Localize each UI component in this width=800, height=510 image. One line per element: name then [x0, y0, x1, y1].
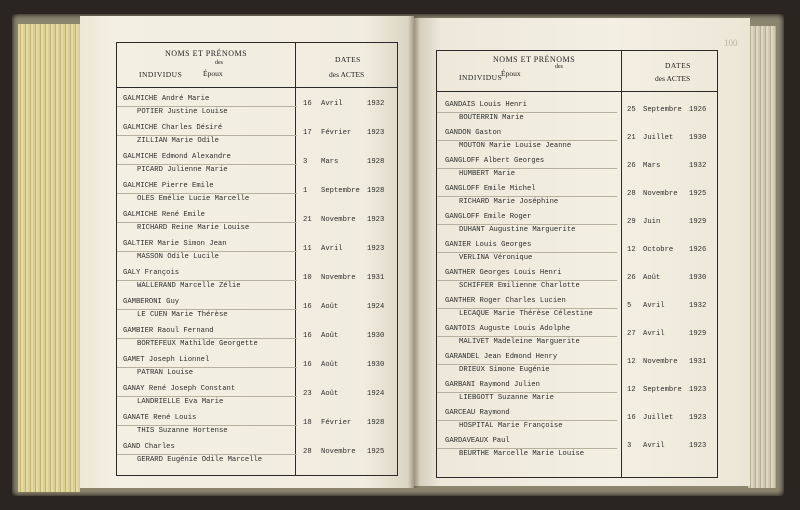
header-epoux: Époux: [203, 69, 223, 78]
act-year: 1929: [689, 330, 707, 338]
page-edges-left: [18, 24, 80, 492]
register-table-right: [436, 50, 718, 478]
act-year: 1931: [689, 358, 707, 366]
act-month: Novembre: [321, 448, 356, 456]
act-month: Août: [321, 390, 339, 398]
act-month: Avril: [643, 330, 665, 338]
header-des: des: [215, 60, 223, 66]
husband-name: GALMICHE Pierre Emile: [123, 182, 214, 190]
act-year: 1930: [689, 134, 707, 142]
husband-name: GALMICHE René Emile: [123, 211, 205, 219]
row-rule: [117, 454, 297, 455]
act-month: Novembre: [321, 216, 356, 224]
wife-name: POTIER Justine Louise: [137, 108, 228, 116]
act-day: 3: [303, 158, 308, 166]
act-month: Avril: [643, 302, 665, 310]
row-rule: [117, 280, 297, 281]
book-gutter: [408, 16, 420, 488]
row-rule: [117, 367, 297, 368]
act-year: 1930: [689, 274, 707, 282]
column-divider: [295, 43, 296, 475]
husband-name: GANGLOFF Emile Roger: [445, 213, 532, 221]
page-number: 100: [724, 38, 738, 48]
act-day: 16: [627, 414, 636, 422]
row-rule: [117, 425, 297, 426]
wife-name: PICARD Julienne Marie: [137, 166, 228, 174]
header-title: NOMS ET PRÉNOMS: [165, 49, 248, 58]
wife-name: WALLERAND Marcelle Zélie: [137, 282, 241, 290]
row-rule: [437, 448, 617, 449]
wife-name: MALIVET Madeleine Marguerite: [459, 338, 580, 346]
husband-name: GANGLOFF Albert Georges: [445, 157, 545, 165]
act-month: Septembre: [643, 386, 682, 394]
husband-name: GANDON Gaston: [445, 129, 502, 137]
row-rule: [437, 280, 617, 281]
wife-name: VERLINA Véronique: [459, 254, 533, 262]
row-rule: [437, 336, 617, 337]
header-rule: [117, 87, 397, 88]
act-year: 1932: [689, 302, 707, 310]
row-rule: [117, 396, 297, 397]
husband-name: GARDAVEAUX Paul: [445, 437, 510, 445]
act-year: 1926: [689, 106, 707, 114]
act-year: 1924: [367, 390, 385, 398]
act-day: 10: [303, 274, 312, 282]
header-des-actes: des ACTES: [329, 70, 365, 79]
act-month: Mars: [321, 158, 339, 166]
act-month: Septembre: [643, 106, 682, 114]
act-year: 1932: [689, 162, 707, 170]
act-day: 16: [303, 100, 312, 108]
act-month: Février: [321, 419, 352, 427]
wife-name: OLES Emélie Lucie Marcelle: [137, 195, 250, 203]
act-day: 28: [303, 448, 312, 456]
act-year: 1923: [689, 414, 707, 422]
row-rule: [437, 196, 617, 197]
row-rule: [437, 308, 617, 309]
husband-name: GARANDEL Jean Edmond Henry: [445, 353, 558, 361]
act-month: Juin: [643, 218, 661, 226]
husband-name: GAND Charles: [123, 443, 175, 451]
act-day: 21: [303, 216, 312, 224]
act-year: 1923: [689, 442, 707, 450]
act-month: Juillet: [643, 414, 674, 422]
act-month: Février: [321, 129, 352, 137]
husband-name: GARCEAU Raymond: [445, 409, 510, 417]
act-month: Août: [321, 332, 339, 340]
act-year: 1928: [367, 419, 385, 427]
act-month: Octobre: [643, 246, 674, 254]
act-day: 12: [627, 386, 636, 394]
act-month: Novembre: [643, 190, 678, 198]
wife-name: LECAQUE Marie Thérèse Célestine: [459, 310, 593, 318]
act-year: 1930: [367, 361, 385, 369]
act-month: Août: [321, 361, 339, 369]
row-rule: [117, 135, 297, 136]
husband-name: GANGLOFF Emile Michel: [445, 185, 536, 193]
wife-name: BOUTERRIN Marie: [459, 114, 524, 122]
row-rule: [437, 364, 617, 365]
header-rule: [437, 91, 717, 92]
header-individus: INDIVIDUS: [459, 73, 503, 82]
act-year: 1930: [367, 332, 385, 340]
husband-name: GANAY René Joseph Constant: [123, 385, 236, 393]
act-day: 28: [627, 190, 636, 198]
act-year: 1923: [367, 129, 385, 137]
act-year: 1926: [689, 246, 707, 254]
husband-name: GALMICHE André Marie: [123, 95, 210, 103]
row-rule: [437, 224, 617, 225]
husband-name: GALMICHE Edmond Alexandre: [123, 153, 231, 161]
husband-name: GANDAIS Louis Henri: [445, 101, 527, 109]
act-month: Septembre: [321, 187, 360, 195]
row-rule: [117, 309, 297, 310]
act-day: 29: [627, 218, 636, 226]
row-rule: [117, 193, 297, 194]
act-year: 1928: [367, 187, 385, 195]
husband-name: GANATE René Louis: [123, 414, 197, 422]
act-day: 26: [627, 274, 636, 282]
header-des-actes: des ACTES: [655, 74, 691, 83]
wife-name: RICHARD Reine Marie Louise: [137, 224, 250, 232]
header-title: NOMS ET PRÉNOMS: [493, 55, 576, 64]
act-month: Avril: [321, 245, 343, 253]
header-des: des: [555, 64, 563, 70]
husband-name: GALTIER Marie Simon Jean: [123, 240, 227, 248]
husband-name: GAMBERONI Guy: [123, 298, 180, 306]
husband-name: GANTHER Roger Charles Lucien: [445, 297, 566, 305]
husband-name: GANTHER Georges Louis Henri: [445, 269, 562, 277]
act-month: Mars: [643, 162, 661, 170]
act-month: Novembre: [643, 358, 678, 366]
act-year: 1924: [367, 303, 385, 311]
column-divider: [621, 51, 622, 477]
header-dates: DATES: [665, 61, 691, 70]
wife-name: DRIEUX Simone Eugénie: [459, 366, 550, 374]
act-year: 1931: [367, 274, 385, 282]
wife-name: RICHARD Marie Joséphine: [459, 198, 559, 206]
act-month: Août: [321, 303, 339, 311]
header-individus: INDIVIDUS: [139, 70, 183, 79]
wife-name: HUMBERT Marie: [459, 170, 516, 178]
row-rule: [117, 106, 297, 107]
act-day: 23: [303, 390, 312, 398]
act-day: 25: [627, 106, 636, 114]
wife-name: LIEBGOTT Suzanne Marie: [459, 394, 554, 402]
act-month: Juillet: [643, 134, 674, 142]
wife-name: PATRAN Louise: [137, 369, 194, 377]
wife-name: MASSON Odile Lucile: [137, 253, 219, 261]
act-day: 18: [303, 419, 312, 427]
husband-name: GANIER Louis Georges: [445, 241, 532, 249]
act-day: 1: [303, 187, 308, 195]
act-day: 12: [627, 246, 636, 254]
wife-name: MOUTON Marie Louise Jeanne: [459, 142, 572, 150]
act-day: 12: [627, 358, 636, 366]
wife-name: THIS Suzanne Hortense: [137, 427, 228, 435]
act-day: 11: [303, 245, 312, 253]
header-epoux: Époux: [501, 69, 521, 78]
register-table-left: [116, 42, 398, 476]
act-day: 16: [303, 361, 312, 369]
row-rule: [117, 338, 297, 339]
act-year: 1932: [367, 100, 385, 108]
act-month: Novembre: [321, 274, 356, 282]
header-dates: DATES: [335, 55, 361, 64]
row-rule: [117, 164, 297, 165]
row-rule: [437, 420, 617, 421]
act-day: 26: [627, 162, 636, 170]
wife-name: ZILLIAN Marie Odile: [137, 137, 219, 145]
act-day: 16: [303, 303, 312, 311]
page-edges-right: [748, 26, 776, 488]
husband-name: GALY François: [123, 269, 180, 277]
row-rule: [437, 140, 617, 141]
act-day: 17: [303, 129, 312, 137]
row-rule: [437, 392, 617, 393]
husband-name: GARBANI Raymond Julien: [445, 381, 540, 389]
act-year: 1928: [367, 158, 385, 166]
husband-name: GALMICHE Charles Désiré: [123, 124, 223, 132]
wife-name: BEURTHE Marcelle Marie Louise: [459, 450, 585, 458]
act-year: 1923: [689, 386, 707, 394]
husband-name: GAMBIER Raoul Fernand: [123, 327, 214, 335]
act-year: 1929: [689, 218, 707, 226]
row-rule: [437, 252, 617, 253]
wife-name: DUHANT Augustine Marguerite: [459, 226, 576, 234]
wife-name: BORTEFEUX Mathilde Georgette: [137, 340, 258, 348]
wife-name: SCHIFFER Emilienne Charlotte: [459, 282, 580, 290]
act-day: 16: [303, 332, 312, 340]
row-rule: [117, 251, 297, 252]
act-day: 5: [627, 302, 632, 310]
row-rule: [437, 112, 617, 113]
act-month: Avril: [643, 442, 665, 450]
wife-name: LE CUEN Marie Thérèse: [137, 311, 228, 319]
row-rule: [117, 222, 297, 223]
wife-name: GERARD Eugénie Odile Marcelle: [137, 456, 263, 464]
husband-name: GAMET Joseph Lionnel: [123, 356, 210, 364]
row-rule: [437, 168, 617, 169]
act-day: 21: [627, 134, 636, 142]
act-year: 1923: [367, 216, 385, 224]
act-day: 27: [627, 330, 636, 338]
act-year: 1923: [367, 245, 385, 253]
act-day: 3: [627, 442, 632, 450]
wife-name: HOSPITAL Marie Françoise: [459, 422, 563, 430]
husband-name: GANTOIS Auguste Louis Adolphe: [445, 325, 571, 333]
act-month: Août: [643, 274, 661, 282]
act-month: Avril: [321, 100, 343, 108]
wife-name: LANDRIELLE Eva Marie: [137, 398, 224, 406]
act-year: 1925: [367, 448, 385, 456]
act-year: 1925: [689, 190, 707, 198]
